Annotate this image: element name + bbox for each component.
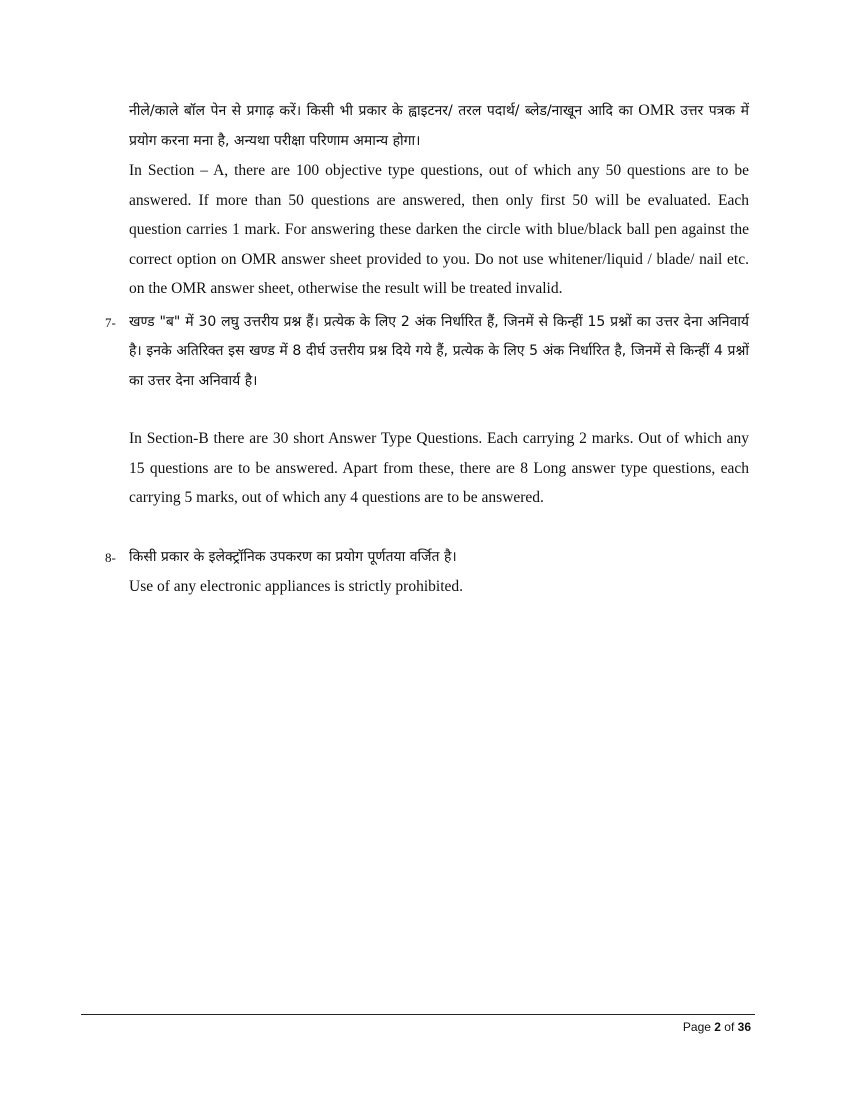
section-a-hindi-omr: OMR [638,102,675,119]
document-body [105,96,749,602]
spacer [129,513,749,543]
instruction-item-8 [105,543,749,602]
item-8-number: 8- [105,549,116,565]
section-a-hindi-text-2: उत्तर पत्रक में प्रयोग करना मना है, अन्यथा परीक्षा परिणाम अमान्य होगा। [129,103,749,149]
page-of: of [720,1020,738,1034]
spacer [129,396,749,424]
item-8-english: Use of any electronic appliances is strictly prohibited. [129,578,464,595]
section-a-hindi [129,96,749,156]
page-label: Page [682,1020,715,1034]
item-8-hindi: किसी प्रकार के इलेक्ट्रॉनिक उपकरण का प्रयोग पूर्णतया वर्जित है। [129,548,457,565]
item-7-hindi: खण्ड "ब" में 30 लघु उत्तरीय प्रश्न हैं। प्रत्येक के लिए 2 अंक निर्धारित हैं, जिनमें से किन्हीं 15 प्रश्नों का उत्तर देना अनिवार्य है। इनके अतिरिक्त इस खण्ड में 8 दीर्घ उत्तरीय प्रश्न दिये गये हैं, प्रत्येक के लिए 5 अंक निर्धारित है, जिनमें से किन्हीं 4 प्रश्नों का उत्तर देना अनिवार्य है। [129,313,749,389]
section-a-english: In Section – A, there are 100 objective type questions, out of which any 50 questions are to be answered. If more than 50 questions are answered, then only first 50 will be evaluated. Each question carries 1 mark. For answering these darken the circle with blue/black ball pen against the correct option on OMR answer sheet provided to you. Do not use whitener/liquid / blade/ nail etc. on the OMR answer sheet, otherwise the result will be treated invalid. [129,162,749,297]
instruction-item-7 [105,308,749,513]
section-a-hindi-text-1: नीले/काले बॉल पेन से प्रगाढ़ करें। किसी भी प्रकार के ह्वाइटनर/ तरल पदार्थ/ ब्लेड/नाखून आदि का [129,103,639,119]
item-7-english: In Section-B there are 30 short Answer Type Questions. Each carrying 2 marks. Out of which any 15 questions are to be answered. Apart from these, there are 8 Long answer type questions, each carrying 5 marks, out of which any 4 questions are to be answered. [129,430,749,506]
page-current: 2 [714,1020,721,1034]
item-7-number: 7- [105,314,116,330]
page-total: 36 [737,1020,751,1034]
page-footer [683,1020,751,1034]
footer-divider [81,1014,755,1015]
